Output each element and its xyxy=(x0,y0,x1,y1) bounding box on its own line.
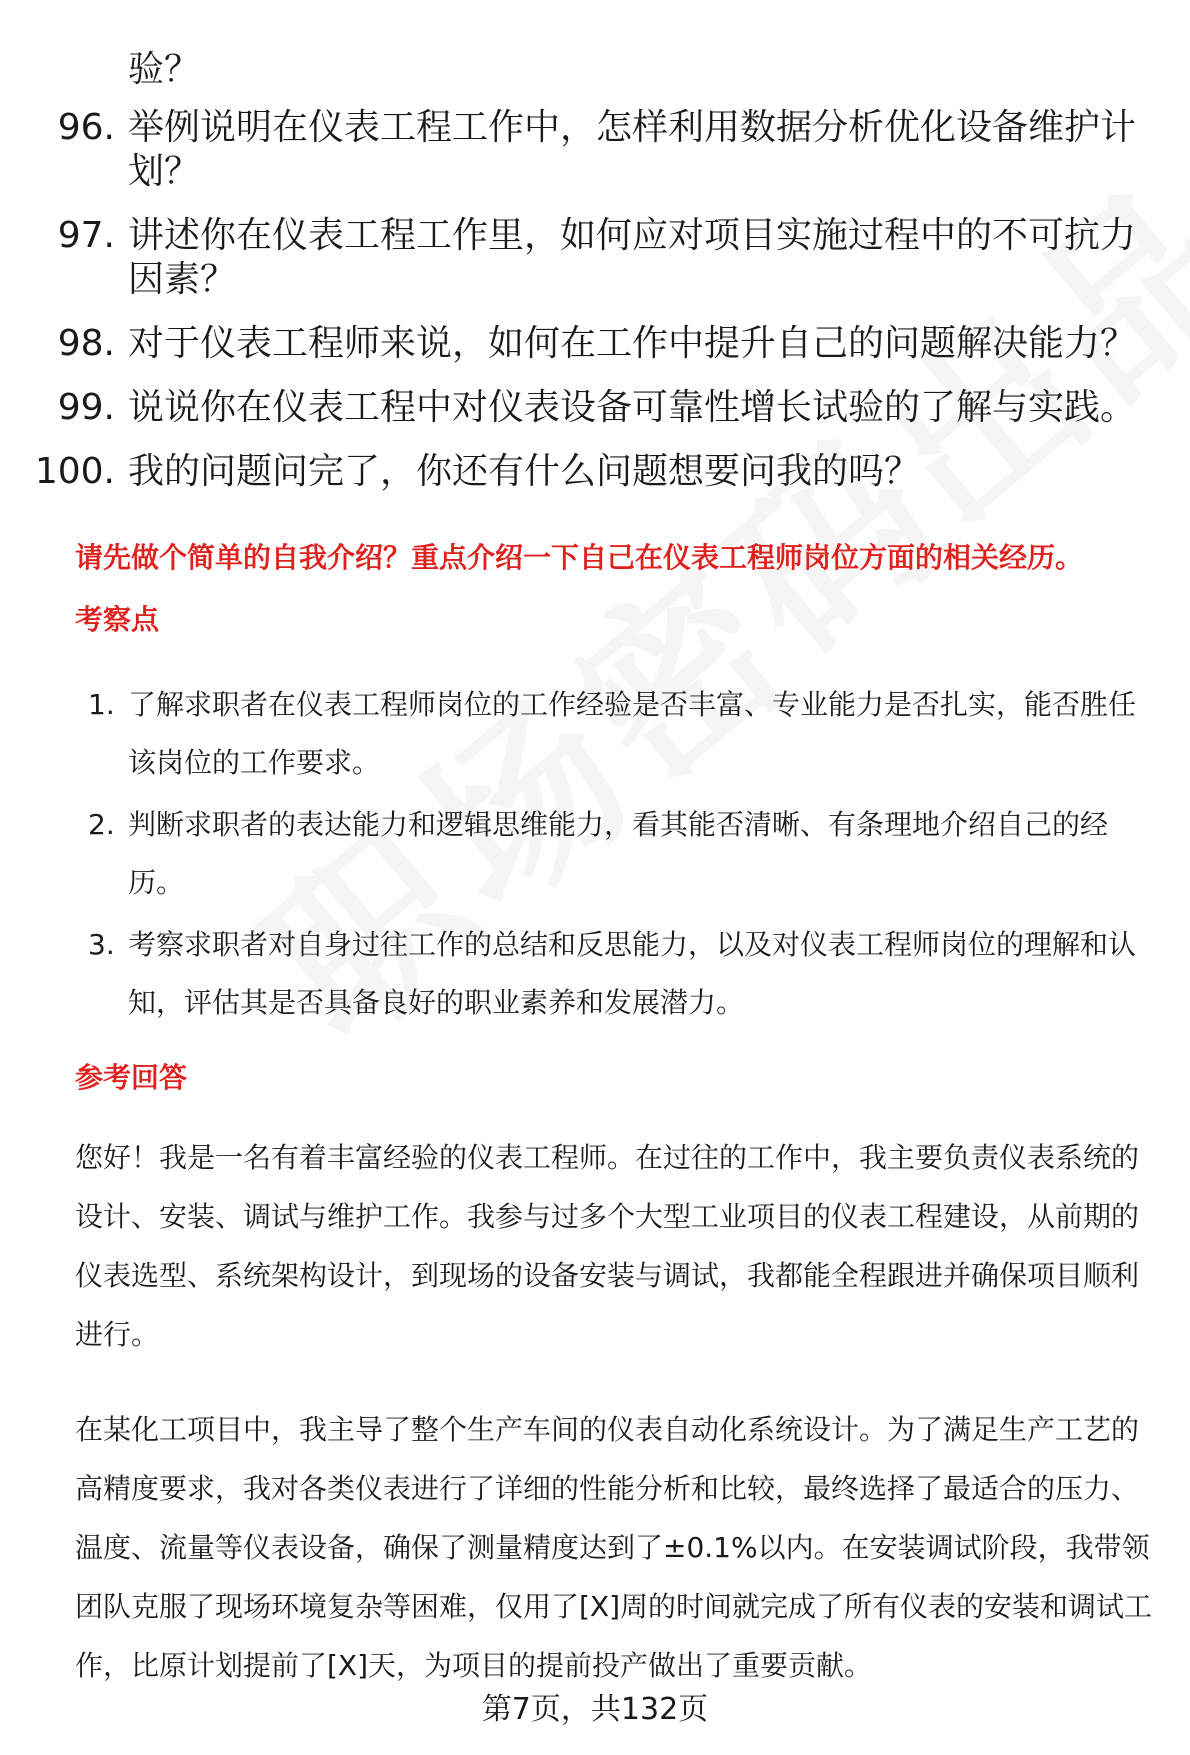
list-item xyxy=(0,450,1190,494)
question-text: 对于仪表工程师来说，如何在工作中提升自己的问题解决能力？ xyxy=(128,323,1137,364)
question-text: 讲述你在仪表工程工作里，如何应对项目实施过程中的不可抗力因素？ xyxy=(128,215,1137,300)
list-item xyxy=(0,106,1190,194)
answer-paragraph: 在某化工项目中，我主导了整个生产车间的仪表自动化系统设计。为了满足生产工艺的高精度要求，我对各类仪表进行了详细的性能分析和比较，最终选择了最适合的压力、温度、流量等仪表设备，确保了测量精度达到了±0.1%以内。在安装调试阶段，我带领团队克服了现场环境复杂等困难，仅用了[X]周的时间就完成了所有仪表的安装和调试工作，比原计划提前了[X]天，为项目的提前投产做出了重要贡献。 xyxy=(75,1413,1153,1682)
point-text: 了解求职者在仪表工程师岗位的工作经验是否丰富、专业能力是否扎实，能否胜任该岗位的工作要求。 xyxy=(128,688,1137,779)
point-text: 判断求职者的表达能力和逻辑思维能力，看其能否清晰、有条理地介绍自己的经历。 xyxy=(128,808,1109,899)
question-text: 举例说明在仪表工程工作中，怎样利用数据分析优化设备维护计划？ xyxy=(128,107,1137,192)
list-item xyxy=(0,916,1190,1032)
point-number: 2. xyxy=(88,808,115,841)
question-number: 99. xyxy=(57,387,115,428)
list-item xyxy=(0,214,1190,302)
assessment-points xyxy=(0,676,1190,1036)
point-text: 考察求职者对自身过往工作的总结和反思能力，以及对仪表工程师岗位的理解和认知，评估其是否具备良好的职业素养和发展潜力。 xyxy=(128,928,1137,1019)
point-number: 1. xyxy=(88,688,115,721)
question-text: 说说你在仪表工程中对仪表设备可靠性增长试验的了解与实践。 xyxy=(128,387,1137,428)
question-text: 我的问题问完了，你还有什么问题想要问我的吗？ xyxy=(128,451,921,492)
question-number: 98. xyxy=(57,323,115,364)
question-number: 96. xyxy=(57,107,115,148)
page-footer: 第7页，共132页 xyxy=(481,1692,709,1727)
point-number: 3. xyxy=(88,928,115,961)
list-item xyxy=(0,322,1190,366)
list-item xyxy=(0,386,1190,430)
section-question: 请先做个简单的自我介绍？重点介绍一下自己在仪表工程师岗位方面的相关经历。 xyxy=(75,541,1084,574)
question-list xyxy=(0,48,1190,514)
question-number: 100. xyxy=(34,451,115,492)
kaochadian-heading: 考察点 xyxy=(75,603,160,636)
answer-heading: 参考回答 xyxy=(75,1061,188,1094)
question-number: 97. xyxy=(57,215,115,256)
question-text: 验？ xyxy=(128,49,201,90)
list-item xyxy=(0,796,1190,912)
answer-paragraph: 您好！我是一名有着丰富经验的仪表工程师。在过往的工作中，我主要负责仪表系统的设计、安装、调试与维护工作。我参与过多个大型工业项目的仪表工程建设，从前期的仪表选型、系统架构设计，到现场的设备安装与调试，我都能全程跟进并确保项目顺利进行。 xyxy=(75,1141,1140,1351)
list-item xyxy=(0,676,1190,792)
list-item xyxy=(0,48,1190,92)
